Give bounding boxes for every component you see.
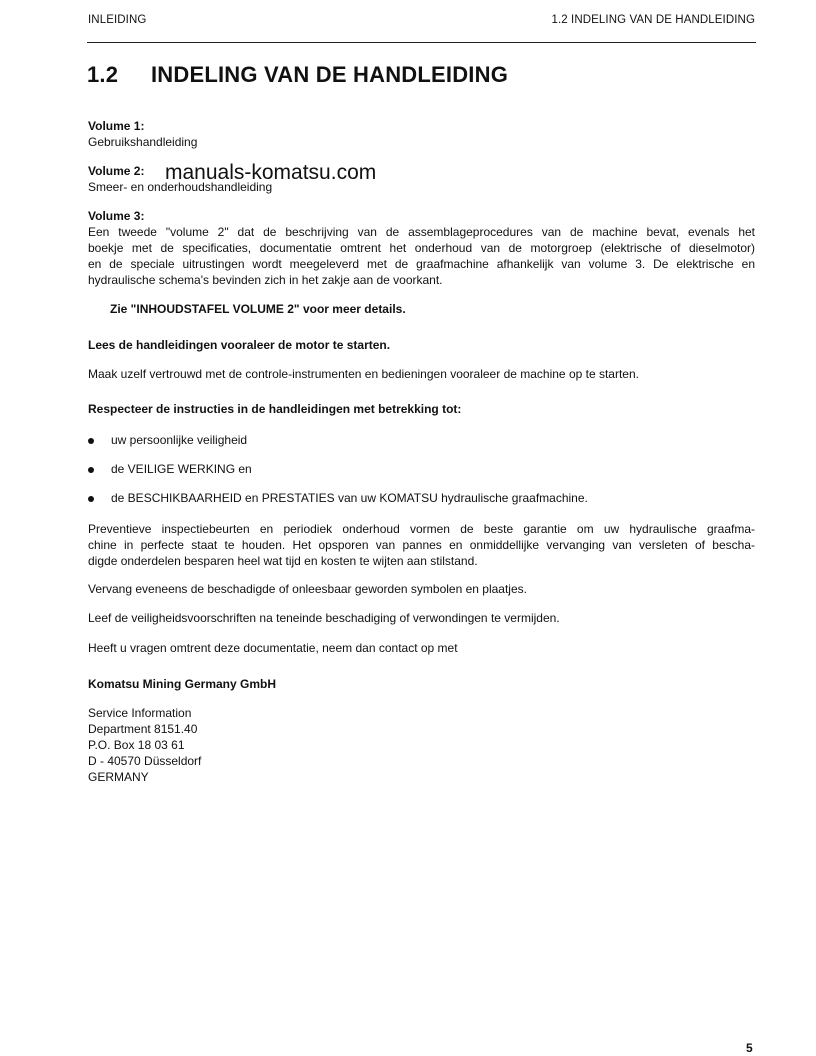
replace-text: Vervang eveneens de beschadigde of onleesbaar geworden symbolen en plaatjes.: [88, 582, 527, 596]
company-name: Komatsu Mining Germany GmbH: [88, 677, 277, 691]
preventive-paragraph: [88, 521, 755, 569]
title-text: INDELING VAN DE HANDLEIDING: [151, 62, 509, 87]
address-line: Department 8151.40: [88, 722, 198, 736]
safety-text: Leef de veiligheidsvoorschriften na teneinde beschadiging of verwondingen te vermijden.: [88, 611, 560, 625]
bullet-icon: [88, 438, 94, 444]
volume-1: [88, 118, 755, 150]
volume-text-line: en de speciale uitrustingen wordt meegeleverd met de graafmachine afhankelijk van volume 3. De elektrische en: [88, 257, 755, 271]
header-section: INLEIDING: [88, 14, 147, 26]
note: Zie "INHOUDSTAFEL VOLUME 2" voor meer details.: [110, 302, 406, 316]
volume-label: Volume 2:: [88, 164, 145, 178]
volume-text-line: Een tweede "volume 2" dat de beschrijving van de assemblageprocedures van de machine bevat, evenals het: [88, 225, 755, 239]
volume-text: Smeer- en onderhoudshandleiding: [88, 180, 273, 194]
paragraph-line: digde onderdelen besparen heel wat tijd en kosten te wijten aan stilstand.: [88, 554, 478, 568]
bullet-icon: [88, 467, 94, 473]
read-heading: Lees de handleidingen vooraleer de motor te starten.: [88, 338, 391, 352]
bullet-icon: [88, 496, 94, 502]
address-line: D - 40570 Düsseldorf: [88, 754, 202, 768]
volume-label: Volume 1:: [88, 119, 145, 133]
address-line: Service Information: [88, 706, 192, 720]
volume-text: Gebruikshandleiding: [88, 135, 198, 149]
header-chapter: 1.2 INDELING VAN DE HANDLEIDING: [551, 14, 755, 26]
read-text: Maak uzelf vertrouwd met de controle-instrumenten en bedieningen vooraleer de machine op te starten.: [88, 367, 639, 381]
contact-text: Heeft u vragen omtrent deze documentatie, neem dan contact op met: [88, 641, 458, 655]
bullet-text: uw persoonlijke veiligheid: [111, 433, 248, 447]
title-number: 1.2: [87, 62, 119, 87]
address-line: P.O. Box 18 03 61: [88, 738, 185, 752]
page-number: 5: [746, 1041, 753, 1055]
volume-label: Volume 3:: [88, 209, 145, 223]
address-line: GERMANY: [88, 770, 149, 784]
volume-text-line: boekje met de specificaties, documentatie omtrent het onderhoud van de motorgroep (elektrische of dieselmotor): [88, 241, 755, 255]
paragraph-line: chine in perfecte staat te houden. Het opsporen van pannes en onmiddellijke vervanging van versleten of bescha-: [88, 538, 755, 552]
volume-3: [88, 208, 755, 288]
bullet-text: de VEILIGE WERKING en: [111, 462, 252, 476]
page-title: [87, 62, 508, 88]
bullet-text: de BESCHIKBAARHEID en PRESTATIES van uw KOMATSU hydraulische graafmachine.: [111, 491, 588, 505]
watermark: manuals-komatsu.com: [165, 161, 377, 184]
address-block: [88, 705, 755, 785]
paragraph-line: Preventieve inspectiebeurten en periodiek onderhoud vormen de beste garantie om uw hydraulische graafma-: [88, 522, 755, 536]
header-divider: [87, 42, 756, 43]
volume-text-line: hydraulische schema's bevinden zich in het zakje aan de voorkant.: [88, 273, 443, 287]
respect-heading: Respecteer de instructies in de handleidingen met betrekking tot:: [88, 402, 462, 416]
